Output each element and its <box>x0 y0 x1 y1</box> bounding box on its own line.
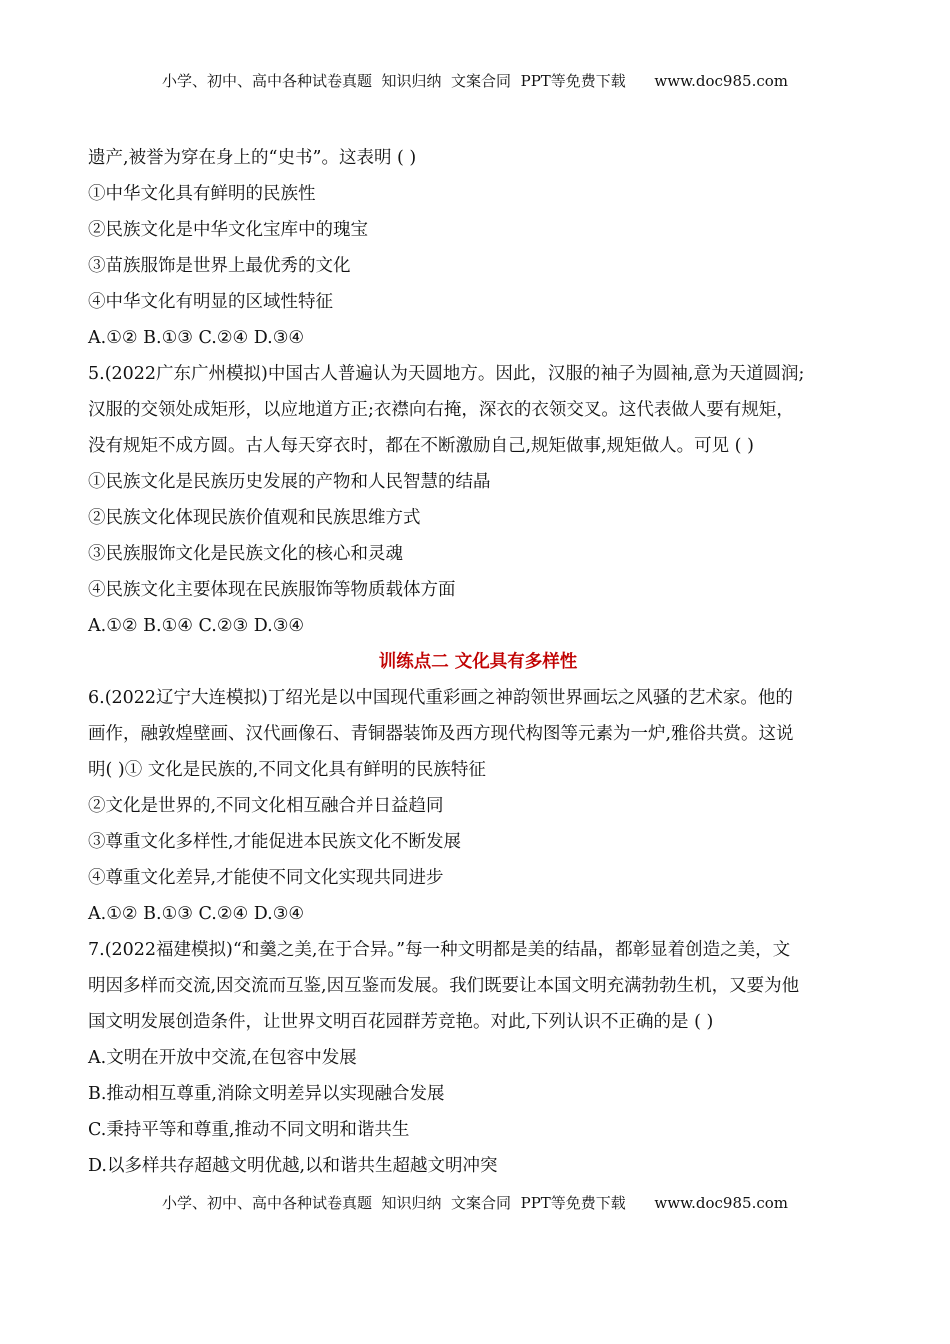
question-6-stem-line-3: 明( )① 文化是民族的,不同文化具有鲜明的民族特征 <box>88 760 486 780</box>
question-4-statement-3: ③苗族服饰是世界上最优秀的文化 <box>88 256 351 276</box>
question-7-stem-line-2: 明因多样而交流,因交流而互鉴,因互鉴而发展。我们既要让本国文明充满勃勃生机，又要为他 <box>88 976 800 996</box>
question-7-stem-line-1: 7.(2022福建模拟)“和羹之美,在于合异。”每一种文明都是美的结晶，都彰显着创造之美，文 <box>88 940 791 960</box>
question-4-statement-4: ④中华文化有明显的区域性特征 <box>88 292 333 312</box>
question-5-options: A.①② B.①④ C.②③ D.③④ <box>88 616 305 636</box>
question-5-stem-line-2: 汉服的交领处成矩形，以应地道方正;衣襟向右掩，深衣的衣领交叉。这代表做人要有规矩， <box>88 400 794 420</box>
question-4-options: A.①② B.①③ C.②④ D.③④ <box>88 328 305 348</box>
question-7-stem-line-3: 国文明发展创造条件，让世界文明百花园群芳竞艳。对此,下列认识不正确的是 ( ) <box>88 1012 714 1032</box>
question-5-stem-line-3: 没有规矩不成方圆。古人每天穿衣时，都在不断激励自己,规矩做事,规矩做人。可见 ( ) <box>88 436 754 456</box>
question-6-statement-2: ②文化是世界的,不同文化相互融合并日益趋同 <box>88 796 444 816</box>
question-5-stem-line-1: 5.(2022广东广州模拟)中国古人普遍认为天圆地方。因此，汉服的袖子为圆袖,意为天道圆润; <box>88 364 805 384</box>
question-7-option-b: B.推动相互尊重,消除文明差异以实现融合发展 <box>88 1084 445 1104</box>
section-heading: 训练点二 文化具有多样性 <box>378 652 578 672</box>
question-7-option-a: A.文明在开放中交流,在包容中发展 <box>88 1048 357 1068</box>
question-6-stem-line-1: 6.(2022辽宁大连模拟)丁绍光是以中国现代重彩画之神韵领世界画坛之风骚的艺术家。他的 <box>88 688 793 708</box>
question-4-statement-1: ①中华文化具有鲜明的民族性 <box>88 184 316 204</box>
question-6-statement-3: ③尊重文化多样性,才能促进本民族文化不断发展 <box>88 832 462 852</box>
question-4-stem-end: 遗产,被誉为穿在身上的“史书”。这表明 ( ) <box>88 148 417 168</box>
question-4-statement-2: ②民族文化是中华文化宝库中的瑰宝 <box>88 220 368 240</box>
question-7-option-d: D.以多样共存超越文明优越,以和谐共生超越文明冲突 <box>88 1156 498 1176</box>
question-6-stem-line-2: 画作，融敦煌壁画、汉代画像石、青铜器装饰及西方现代构图等元素为一炉,雅俗共赏。这说 <box>88 724 794 744</box>
question-5-statement-3: ③民族服饰文化是民族文化的核心和灵魂 <box>88 544 403 564</box>
question-5-statement-2: ②民族文化体现民族价值观和民族思维方式 <box>88 508 421 528</box>
page-footer: 小学、初中、高中各种试卷真题 知识归纳 文案合同 PPT等免费下载 www.doc985.com <box>161 1194 788 1212</box>
question-5-statement-1: ①民族文化是民族历史发展的产物和人民智慧的结晶 <box>88 472 491 492</box>
question-6-options: A.①② B.①③ C.②④ D.③④ <box>88 904 305 924</box>
document-body <box>88 140 868 1184</box>
question-5-statement-4: ④民族文化主要体现在民族服饰等物质载体方面 <box>88 580 456 600</box>
question-6-statement-4: ④尊重文化差异,才能使不同文化实现共同进步 <box>88 868 444 888</box>
page-header: 小学、初中、高中各种试卷真题 知识归纳 文案合同 PPT等免费下载 www.doc985.com <box>161 72 788 90</box>
question-7-option-c: C.秉持平等和尊重,推动不同文明和谐共生 <box>88 1120 410 1140</box>
